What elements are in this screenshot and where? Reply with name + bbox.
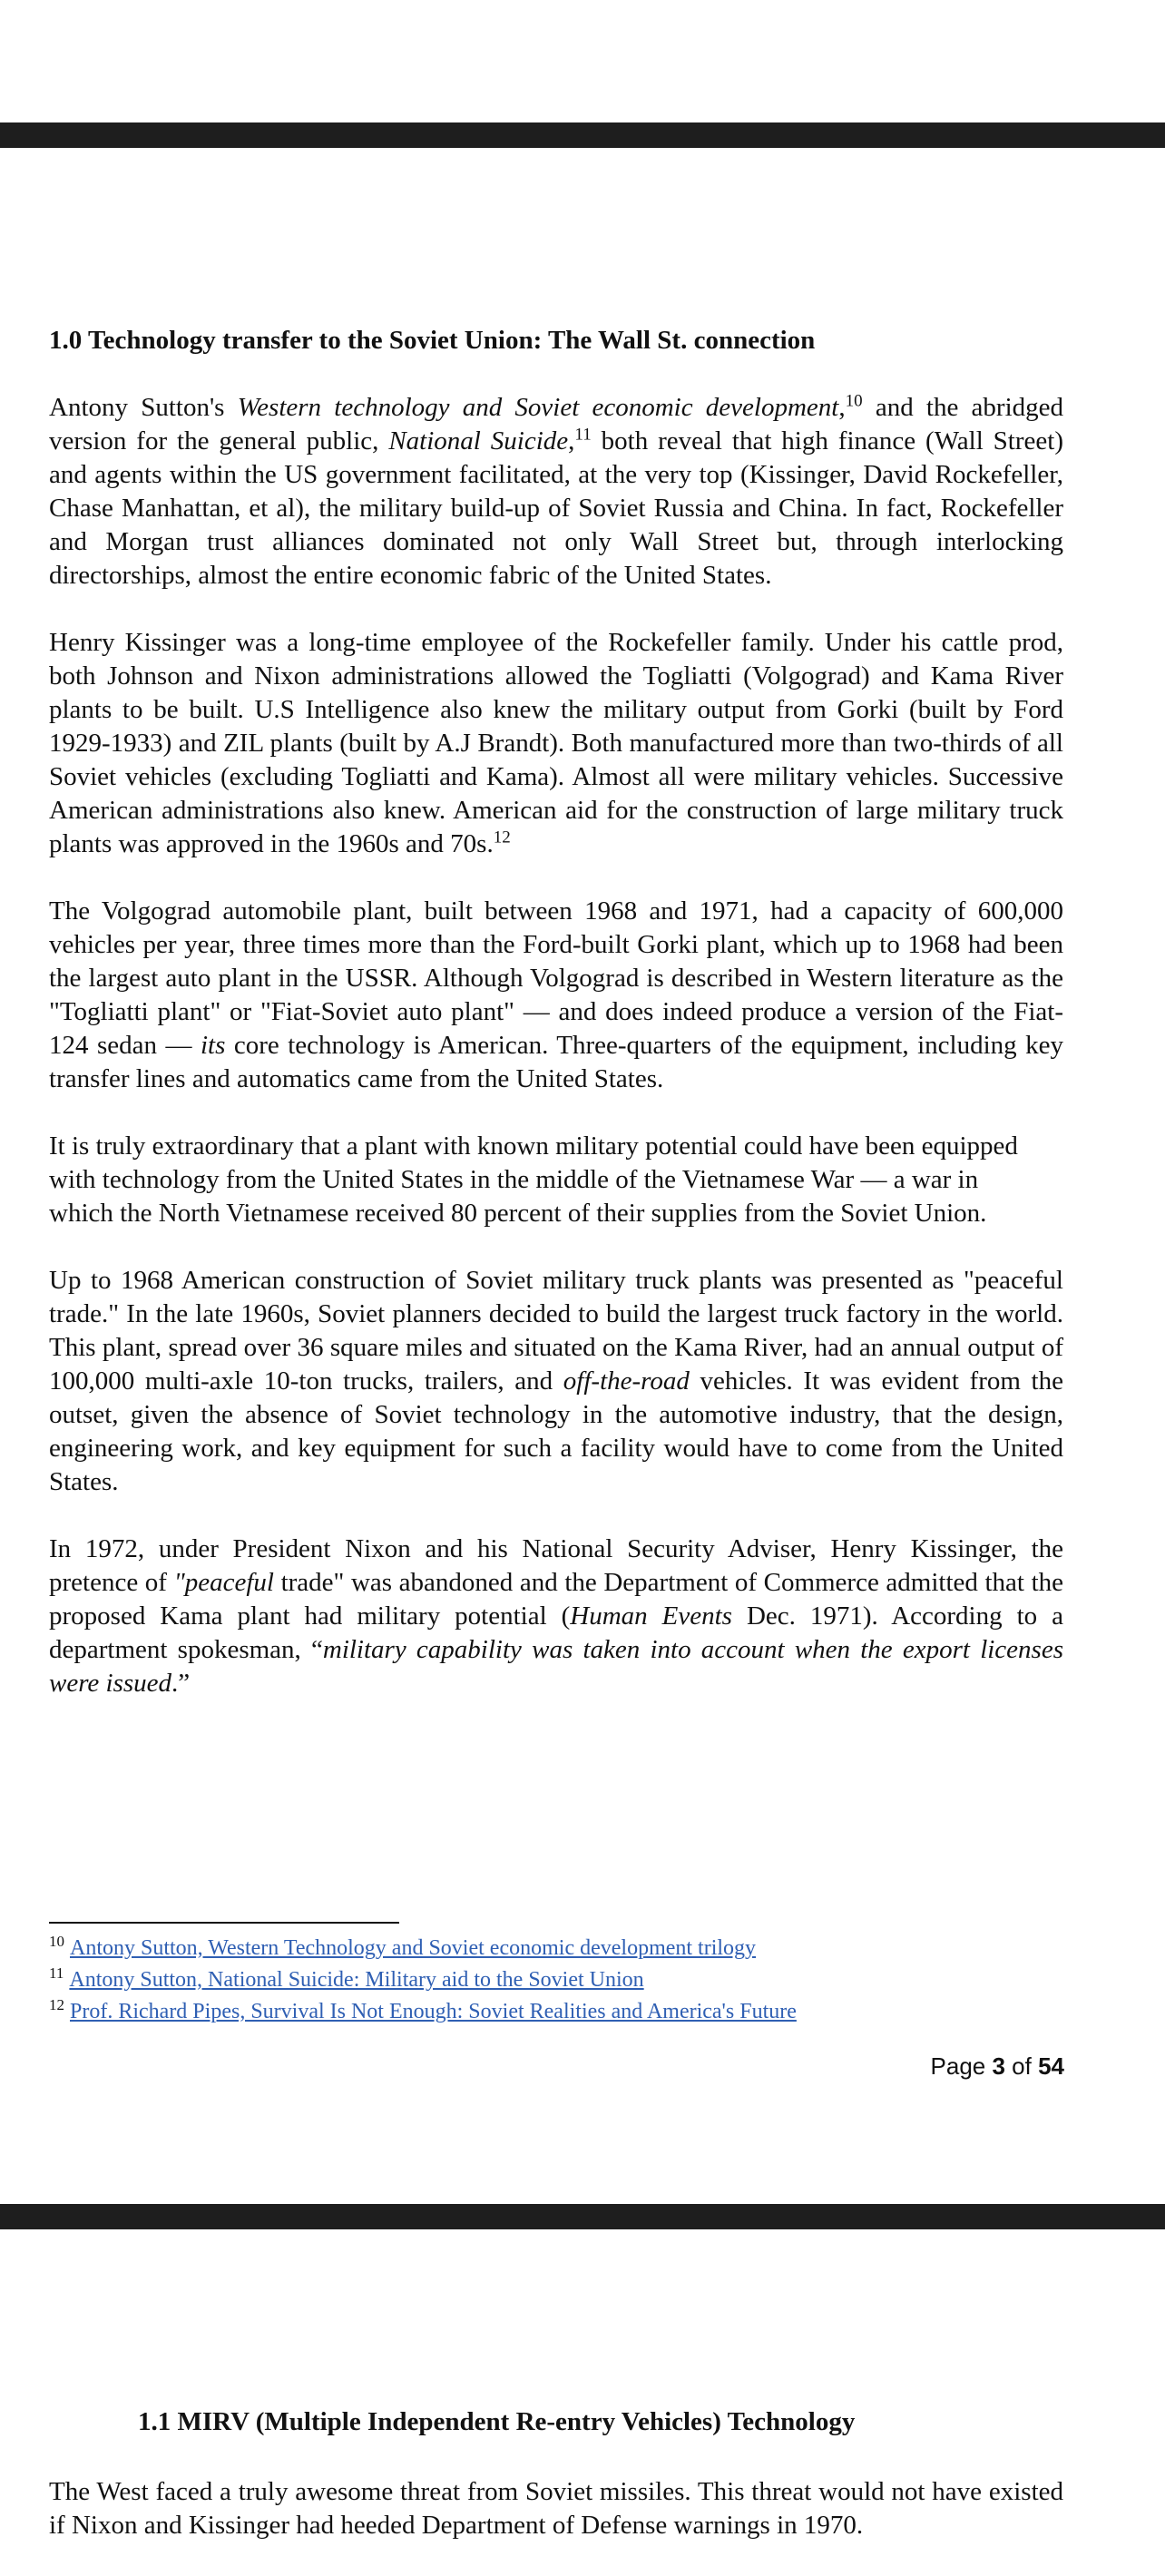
footnote-ref-12[interactable]: 12	[493, 828, 511, 847]
paragraph-6: In 1972, under President Nixon and his National Security Adviser, Henry Kissinger, the pretence of "peaceful trade" was abandoned and the Department of Commerce admitted that the proposed Kama plant had military potential (Human Events Dec. 1971). According to a department spokesman, “military capability was taken into account when the export licenses were issued.”	[49, 1534, 1064, 1698]
paragraph-1: Antony Sutton's Western technology and Soviet economic development,$^{10}$ and the abridged version for the general public, National Suicide,$^{11}$ both reveal that high finance (Wall Street) and agents within the US government facilitated, at the very top (Kissinger, David Rockefeller, Chase Manhattan, et al), the military build-up of Soviet Russia and China. In fact, Rockefeller and Morgan trust alliances dominated not only Wall Street but, through interlocking directorships, almost the entire economic fabric of the United States.	[49, 391, 1063, 590]
footnote-number: 12	[49, 1996, 64, 2013]
paragraph-4: It is truly extraordinary that a plant with known military potential could have been equipped with technology from the United States in the middle of the Vietnamese War — a war in which the North Vietnamese received 80 percent of their supplies from the Soviet Union.	[49, 1131, 1018, 1228]
footnote-link-12[interactable]: Prof. Richard Pipes, Survival Is Not Enough: Soviet Realities and America's Future	[70, 2000, 797, 2023]
page-separator-top	[0, 122, 1165, 148]
paragraph-2: Henry Kissinger was a long-time employee of the Rockefeller family. Under his cattle prod, both Johnson and Nixon administrations allowed the Togliatti (Volgograd) and Kama River plants to be built. U.S Intelligence also knew the military output from Gorki (built by Ford 1929-1933) and ZIL plants (built by A.J Brandt). Both manufactured more than two-thirds of all Soviet vehicles (excluding Togliatti and Kama). Almost all were military vehicles. Successive American administrations also knew. American aid for the construction of large military truck plants was approved in the 1960s and 70s.$^{12}$	[49, 628, 1063, 858]
section-heading: 1.0 Technology transfer to the Soviet Union: The Wall St. connection	[49, 326, 816, 355]
footnote-number: 11	[49, 1964, 64, 1982]
footnote-divider	[49, 1922, 399, 1924]
paragraph-5: Up to 1968 American construction of Soviet military truck plants was presented as "peaceful trade." In the late 1960s, Soviet planners decided to build the largest truck factory in the world. This plant, spread over 36 square miles and situated on the Kama River, had an annual output of 100,000 multi-axle 10-ton trucks, trailers, and off-the-road vehicles. It was evident from the outset, given the absence of Soviet technology in the automotive industry, that the design, engineering work, and key equipment for such a facility would have to come from the United States.	[49, 1266, 1063, 1496]
footnote-item	[49, 1933, 1063, 1964]
section-heading-next: 1.1 MIRV (Multiple Independent Re-entry Vehicles) Technology	[138, 2407, 856, 2436]
paragraph-next-1: The West faced a truly awesome threat from Soviet missiles. This threat would not have existed if Nixon and Kissinger had heeded Department of Defense warnings in 1970.	[49, 2477, 1063, 2540]
page-separator-bottom	[0, 2204, 1165, 2229]
footnotes	[49, 1933, 1063, 2028]
footnote-item	[49, 1964, 1063, 1996]
footnote-number: 10	[49, 1933, 64, 1950]
footnote-ref-10[interactable]: 10	[845, 391, 863, 411]
footnote-ref-11[interactable]: 11	[574, 425, 592, 445]
section-body	[49, 391, 1063, 1734]
footnote-item	[49, 1996, 1063, 2028]
page-number: Page 3 of 54	[930, 2052, 1064, 2080]
footnote-link-11[interactable]: Antony Sutton, National Suicide: Military aid to the Soviet Union	[69, 1968, 644, 1992]
footnote-link-10[interactable]: Antony Sutton, Western Technology and Soviet economic development trilogy	[70, 1936, 757, 1960]
section-next-body	[49, 2475, 1063, 2576]
paragraph-3: The Volgograd automobile plant, built between 1968 and 1971, had a capacity of 600,000 vehicles per year, three times more than the Ford-built Gorki plant, which up to 1968 had been the largest auto plant in the USSR. Although Volgograd is described in Western literature as the "Togliatti plant" or "Fiat-Soviet auto plant" — and does indeed produce a version of the Fiat-124 sedan — its core technology is American. Three-quarters of the equipment, including key transfer lines and automatics came from the United States.	[49, 896, 1063, 1093]
